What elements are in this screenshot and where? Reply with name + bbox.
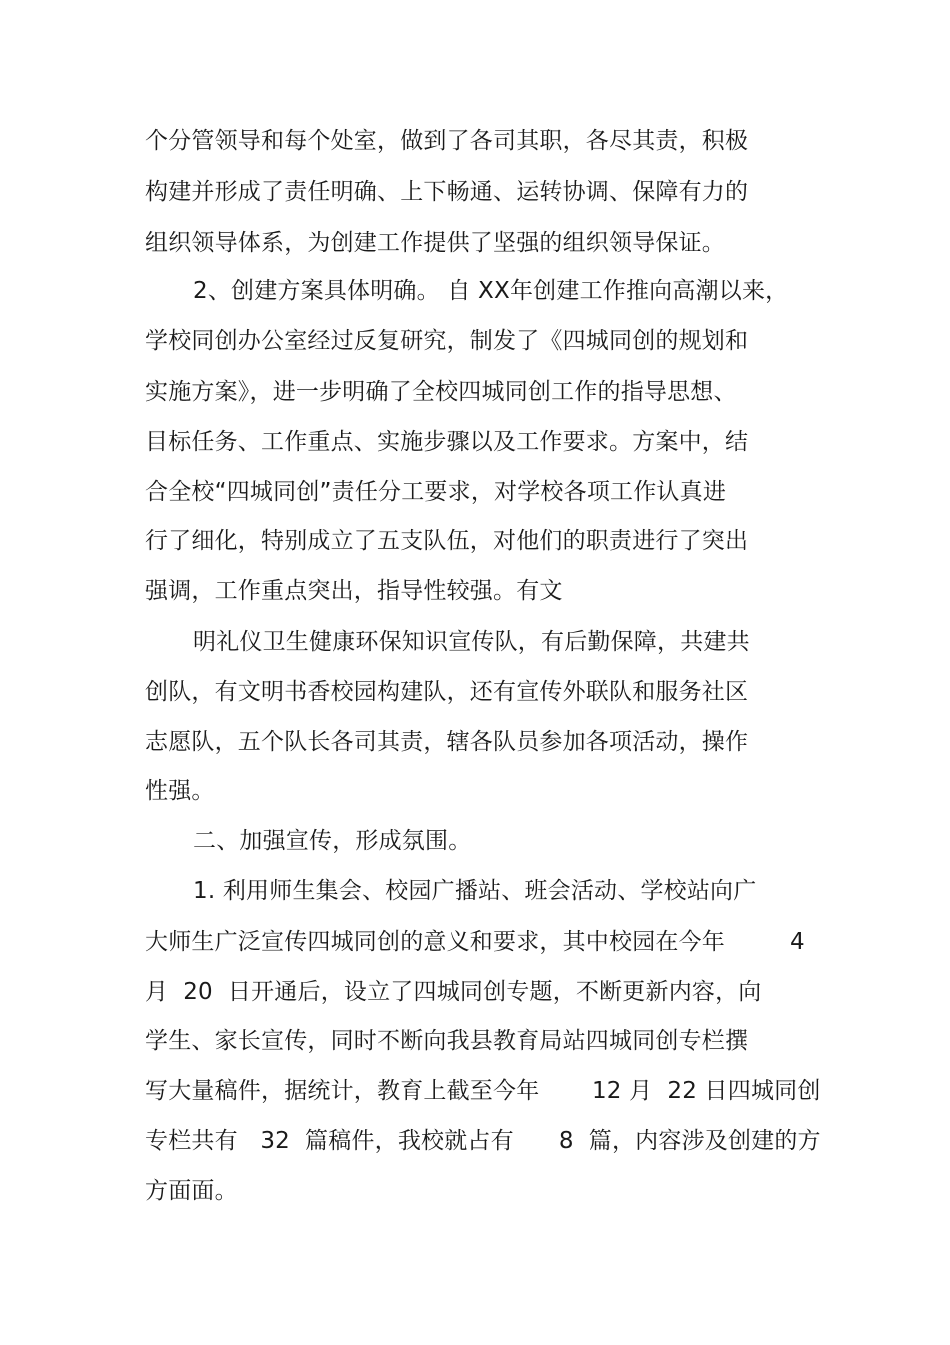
text-line: 学校同创办公室经过反复研究，制发了《四城同创的规划和 [145,328,749,354]
text-line: 构建并形成了责任明确、上下畅通、运转协调、保障有力的 [145,179,749,205]
text-line: 创队，有文明书香校园构建队，还有宣传外联队和服务社区 [145,679,749,705]
text-line: 月 20 日开通后，设立了四城同创专题，不断更新内容，向 [145,979,762,1005]
text-line: 性强。 [145,778,215,804]
text-line-trailing-number: 4 [790,929,805,955]
text-line: 实施方案》，进一步明确了全校四城同创工作的指导思想、 [145,379,737,405]
text-line: 方面面。 [145,1178,238,1204]
text-line: 1. 利用师生集会、校园广播站、班会活动、学校站向广 [193,878,757,904]
text-line: 2、创建方案具体明确。 自 XX年创建工作推向高潮以来， [193,278,789,304]
text-line: 明礼仪卫生健康环保知识宣传队，有后勤保障，共建共 [193,629,750,655]
text-line: 大师生广泛宣传四城同创的意义和要求，其中校园在今年 [145,929,725,955]
text-line: 合全校“四城同创”责任分工要求，对学校各项工作认真进 [145,479,727,505]
text-line: 强调，工作重点突出，指导性较强。有文 [145,578,563,604]
text-line: 个分管领导和每个处室，做到了各司其职，各尽其责，积极 [145,128,749,154]
text-line: 写大量稿件，据统计，教育上截至今年 12 月 22 日四城同创 [145,1078,821,1104]
text-line: 志愿队，五个队长各司其责，辖各队员参加各项活动，操作 [145,729,749,755]
text-line: 专栏共有 32 篇稿件，我校就占有 8 篇，内容涉及创建的方 [145,1128,821,1154]
text-line: 学生、家长宣传，同时不断向我县教育局站四城同创专栏撰 [145,1028,749,1054]
section-heading: 二、加强宣传，形成氛围。 [193,828,472,854]
text-line: 行了细化，特别成立了五支队伍，对他们的职责进行了突出 [145,528,749,554]
text-line: 目标任务、工作重点、实施步骤以及工作要求。方案中，结 [145,429,749,455]
text-line: 组织领导体系，为创建工作提供了坚强的组织领导保证。 [145,230,725,256]
